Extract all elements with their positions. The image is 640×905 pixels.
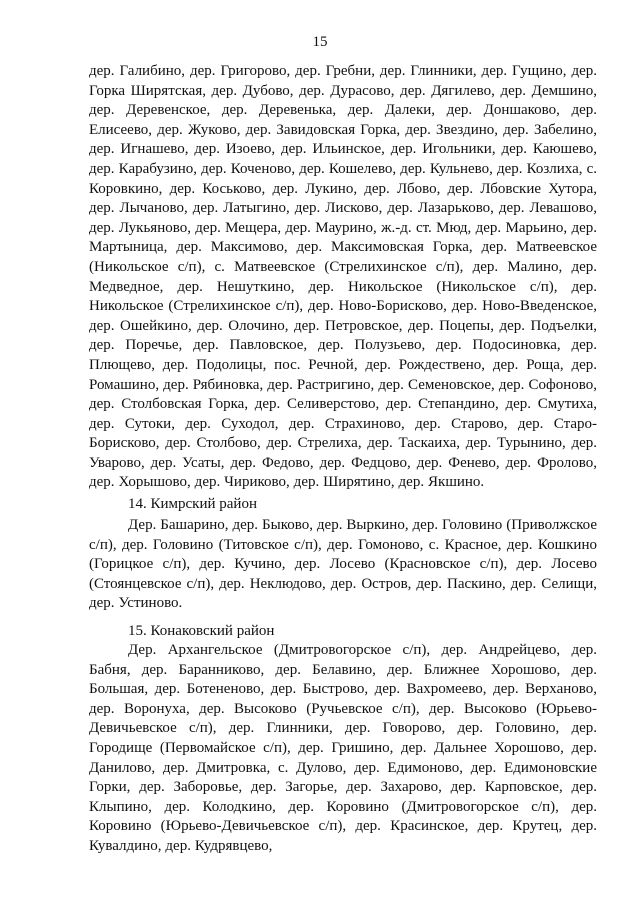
page-number: 15: [312, 34, 328, 50]
section-heading-konakovsky: 15. Конаковский район: [128, 623, 275, 639]
paragraph-settlements-15: Дер. Архангельское (Дмитровогорское с/п), дер. Андрейцево, дер. Бабня, дер. Баранниково, дер. Белавино, дер. Ближнее Хорошово, дер. Большая, дер. Ботененово, дер. Быстрово, дер. Вахромеево, дер. Верханово, дер. Воронуха, дер. Высоково (Ручьевское с/п), дер. Высоково (Юрьево-Девичьевское с/п), дер. Глинники, дер. Говорово, дер. Головино, дер. Городище (Первомайское с/п), дер. Гришино, дер. Дальнее Хорошово, дер. Данилово, дер. Дмитровка, с. Дулово, дер. Едимоново, дер. Едимоновские Горки, дер. Заборовье, дер. Загорье, дер. Захарово, дер. Карповское, дер. Клыпино, дер. Колодкино, дер. Коровино (Дмитровогорское с/п), дер. Коровино (Юрьево-Девичьевское с/п), дер. Красинское, дер. Крутец, дер. Кувалдино, дер. Кудрявцево,: [89, 642, 597, 854]
paragraph-settlements-13: дер. Галибино, дер. Григорово, дер. Гребни, дер. Глинники, дер. Гущино, дер. Горка Ширятская, дер. Дубово, дер. Дурасово, дер. Дягилево, дер. Демшино, дер. Деревенское, дер. Деревенька, дер. Далеки, дер. Доншаково, дер. Елисеево, дер. Жуково, дер. Завидовская Горка, дер. Звездино, дер. Забелино, дер. Игнашево, дер. Изоево, дер. Ильинское, дер. Игольники, дер. Каюшево, дер. Карабузино, дер. Коченово, дер. Кошелево, дер. Кульнево, дер. Козлиха, с. Коровкино, дер. Коськово, дер. Лукино, дер. Лбово, дер. Лбовские Хутора, дер. Лычаново, дер. Латыгино, дер. Лисково, дер. Лазарьково, дер. Левашово, дер. Лукьяново, дер. Мещера, дер. Маурино, ж.-д. ст. Мюд, дер. Марьино, дер. Мартыница, дер. Максимово, дер. Максимовская Горка, дер. Матвеевское (Никольское с/п), с. Матвеевское (Стрелихинское с/п), дер. Малино, дер. Медведное, дер. Нешуткино, дер. Никольское (Никольское с/п), дер. Никольское (Стрелихинское с/п), дер. Ново-Борисково, дер. Ново-Введенское, дер. Ошейкино, дер. Олочино, дер. Петровское, дер. Поцепы, дер. Подъелки, дер. Поречье, дер. Павловское, дер. Полузьево, дер. Подосиновка, дер. Плющево, дер. Подолицы, пос. Речной, дер. Рождествено, дер. Роща, дер. Ромашино, дер. Рябиновка, дер. Растригино, дер. Семеновское, дер. Софоново, дер. Столбовская Горка, дер. Селиверстово, дер. Степандино, дер. Смутиха, дер. Сутоки, дер. Суходол, дер. Страхиново, дер. Старово, дер. Старо-Борисково, дер. Столбово, дер. Стрелиха, дер. Таскаиха, дер. Турынино, дер. Уварово, дер. Усаты, дер. Федово, дер. Федцово, дер. Фенево, дер. Фролово, дер. Хорышово, дер. Чириково, дер. Ширятино, дер. Якшино.: [89, 63, 597, 491]
settlement-list-kimrsky: [89, 516, 597, 614]
settlement-list-continued: [89, 62, 597, 493]
section-heading-kimrsky: 14. Кимрский район: [128, 496, 257, 512]
settlement-list-konakovsky: [89, 641, 597, 857]
paragraph-settlements-14: Дер. Башарино, дер. Быково, дер. Выркино, дер. Головино (Приволжское с/п), дер. Головино (Титовское с/п), дер. Гомоново, с. Красное, дер. Кошкино (Горицкое с/п), дер. Кучино, дер. Лосево (Красновское с/п), дер. Лосево (Стоянцевское с/п), дер. Неклюдово, дер. Остров, дер. Паскино, дер. Селищи, дер. Устиново.: [89, 517, 597, 612]
